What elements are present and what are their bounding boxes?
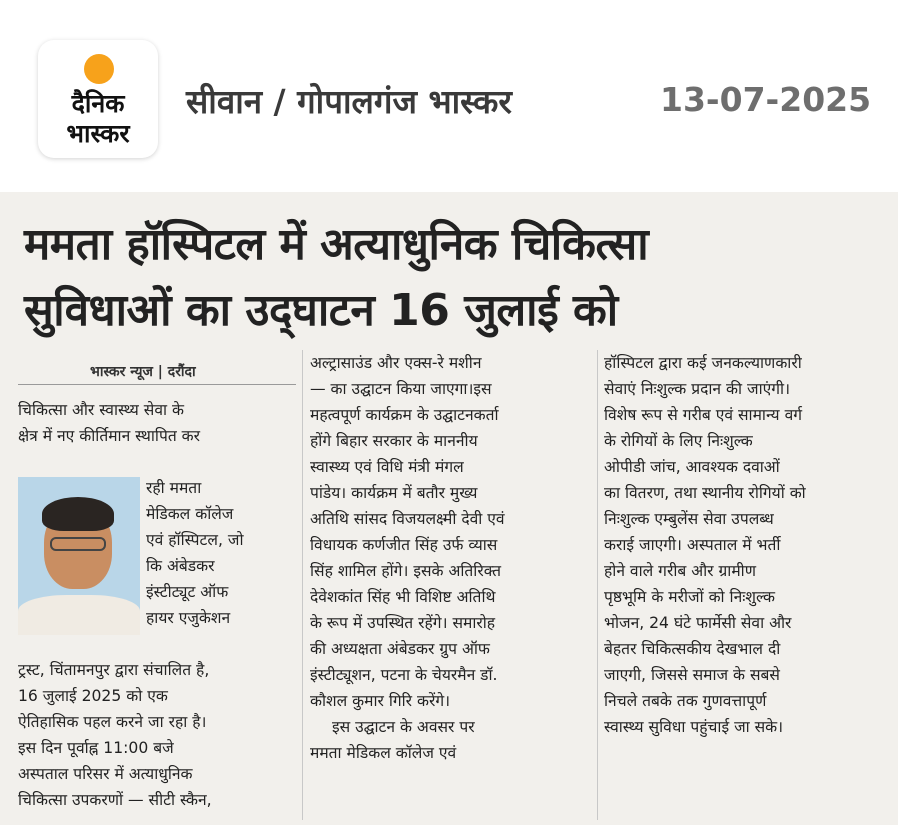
column-1-rest (18, 657, 294, 813)
text-line: — का उद्घाटन किया जाएगा।इस (310, 380, 492, 398)
text-line: क्षेत्र में नए कीर्तिमान स्थापित कर (18, 427, 201, 445)
text-line: विशेष रूप से गरीब एवं सामान्य वर्ग (604, 406, 803, 424)
edition-title: सीवान / गोपालगंज भास्कर (186, 82, 512, 121)
text-line: स्वास्थ्य सुविधा पहुंचाई जा सके। (604, 718, 784, 736)
headline-line-1: ममता हॉस्पिटल में अत्याधुनिक चिकित्सा (24, 219, 649, 270)
text-line: देवेशकांत सिंह भी विशिष्ट अतिथि (310, 588, 496, 606)
text-line: कि अंबेडकर (146, 557, 215, 575)
text-line: रही ममता (146, 479, 202, 497)
byline-row (18, 362, 296, 385)
logo-text-line2: भास्कर (66, 119, 130, 148)
text-line: का वितरण, तथा स्थानीय रोगियों को (604, 484, 806, 502)
text-line: भोजन, 24 घंटे फार्मेसी सेवा और (604, 614, 792, 632)
photo-glasses (50, 537, 106, 551)
text-line: की अध्यक्षता अंबेडकर ग्रुप ऑफ (310, 640, 490, 658)
text-line: के रोगियों के लिए निःशुल्क (604, 432, 753, 450)
column-1-wrap (146, 475, 294, 631)
text-line: होने वाले गरीब और ग्रामीण (604, 562, 756, 580)
dainik-bhaskar-logo[interactable] (38, 40, 158, 158)
text-line: विधायक कर्णजीत सिंह उर्फ व्यास (310, 536, 498, 554)
text-line: ममता मेडिकल कॉलेज एवं (310, 744, 457, 762)
edition-date: 13-07-2025 (660, 80, 872, 119)
text-line: निःशुल्क एम्बुलेंस सेवा उपलब्ध (604, 510, 774, 528)
column-2 (310, 350, 590, 766)
text-line: इस दिन पूर्वाह्न 11:00 बजे (18, 739, 174, 757)
newspaper-clipping (0, 192, 898, 825)
portrait-photo (18, 477, 140, 635)
text-line: इंस्टीट्यूशन, पटना के चेयरमैन डॉ. (310, 666, 498, 684)
text-line: इस उद्घाटन के अवसर पर (332, 718, 475, 736)
text-line: महत्वपूर्ण कार्यक्रम के उद्घाटनकर्ता (310, 406, 499, 424)
text-line: मेडिकल कॉलेज (146, 505, 234, 523)
text-line: अस्पताल परिसर में अत्याधुनिक (18, 765, 193, 783)
text-line: हायर एजुकेशन (146, 609, 231, 627)
text-line: ट्रस्ट, चिंतामनपुर द्वारा संचालित है, (18, 661, 210, 679)
text-line: स्वास्थ्य एवं विधि मंत्री मंगल (310, 458, 464, 476)
text-line: 16 जुलाई 2025 को एक (18, 687, 168, 705)
text-line: चिकित्सा और स्वास्थ्य सेवा के (18, 401, 184, 419)
text-line: सेवाएं निःशुल्क प्रदान की जाएंगी। (604, 380, 790, 398)
text-line: जाएगी, जिससे समाज के सबसे (604, 666, 780, 684)
text-line: हॉस्पिटल द्वारा कई जनकल्याणकारी (604, 354, 802, 372)
text-line: कराई जाएगी। अस्पताल में भर्ती (604, 536, 781, 554)
photo-hair (42, 497, 114, 531)
text-line: एवं हॉस्पिटल, जो (146, 531, 244, 549)
text-line: इंस्टीट्यूट ऑफ (146, 583, 229, 601)
column-divider (597, 350, 598, 820)
text-line: ऐतिहासिक पहल करने जा रहा है। (18, 713, 207, 731)
text-line: सिंह शामिल होंगे। इसके अतिरिक्त (310, 562, 501, 580)
app-header (0, 0, 898, 190)
text-line: बेहतर चिकित्सकीय देखभाल दी (604, 640, 781, 658)
byline: भास्कर न्यूज | दरौंदा (90, 364, 196, 380)
text-line: पांडेय। कार्यक्रम में बतौर मुख्य (310, 484, 478, 502)
column-1-top (18, 397, 294, 449)
text-line: कौशल कुमार गिरि करेंगे। (310, 692, 451, 710)
text-line: ओपीडी जांच, आवश्यक दवाओं (604, 458, 780, 476)
text-line: निचले तबके तक गुणवत्तापूर्ण (604, 692, 767, 710)
column-divider (302, 350, 303, 820)
text-line: पृष्ठभूमि के मरीजों को निःशुल्क (604, 588, 775, 606)
column-3 (604, 350, 884, 740)
text-line: चिकित्सा उपकरणों — सीटी स्कैन, (18, 791, 212, 809)
photo-shirt (18, 595, 140, 635)
text-line: होंगे बिहार सरकार के माननीय (310, 432, 478, 450)
text-line: अतिथि सांसद विजयलक्ष्मी देवी एवं (310, 510, 505, 528)
logo-text-line1: दैनिक (71, 89, 125, 118)
text-line: अल्ट्रासाउंड और एक्स-रे मशीन (310, 354, 482, 372)
sun-icon (84, 54, 114, 84)
text-line: के रूप में उपस्थित रहेंगे। समारोह (310, 614, 496, 632)
headline-line-2: सुविधाओं का उद्‌घाटन 16 जुलाई को (24, 285, 618, 336)
